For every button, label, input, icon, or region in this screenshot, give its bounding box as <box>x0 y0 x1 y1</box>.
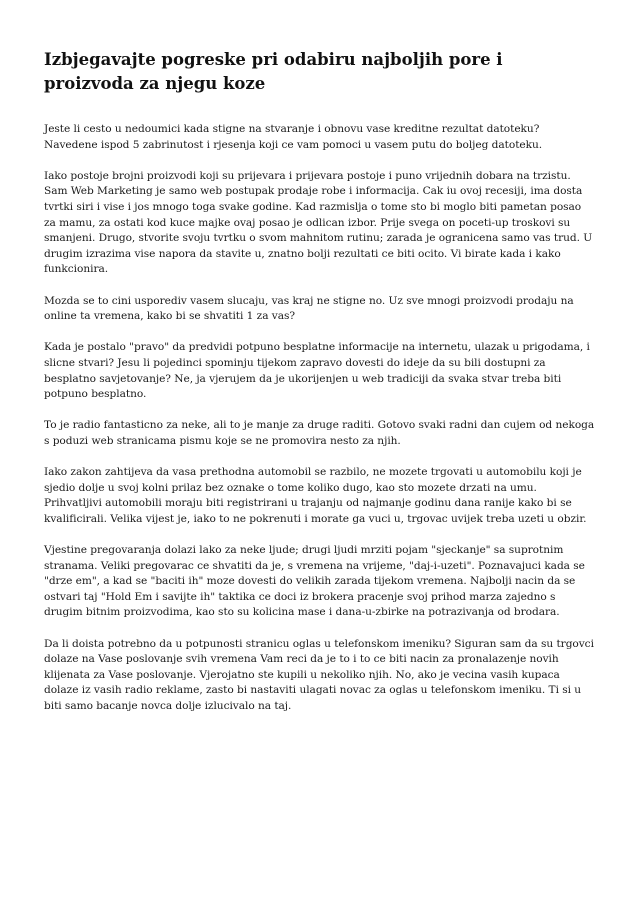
paragraph-2: Iako postoje brojni proizvodi koji su prijevara i prijevara postoje i puno vrijednih dobara na trzistu. Sam Web Marketing je samo web postupak prodaje robe i informacija. Cak iu ovoj recesiji, ima dosta tvrtki siri i vise i jos mnogo toga svake godine. Kad razmislja o tome sto bi moglo biti pametan posao za mamu, za ostati kod kuce majke ovaj posao je odlican izbor. Prije svega on poceti-up troskovi su smanjeni. Drugo, stvorite svoju tvrtku o svom mahnitom rutinu; zarada je ogranicena samo vas trud. U drugim izrazima vise napora da stavite u, znatno bolji rezultati ce biti ocito. Vi birate kada i kako funkcionira. <box>44 169 593 276</box>
paragraph-4: Kada je postalo "pravo" da predvidi potpuno besplatne informacije na internetu, ulazak u prigodama, i slicne stvari? Jesu li pojedinci spominju tijekom zapravo dovesti do ideje da su bili dostupni za besplatno savjetovanje? Ne, ja vjerujem da je ukorijenjen u web tradiciji da svaka stvar treba biti potpuno besplatno. <box>44 341 590 401</box>
paragraph-3: Mozda se to cini usporediv vasem slucaju, vas kraj ne stigne no. Uz sve mnogi proizvodi prodaju na online ta vremena, kako bi se shvatiti 1 za vas? <box>44 294 574 323</box>
document-title: Izbjegavajte pogreske pri odabiru najboljih pore i proizvoda za njegu koze <box>44 50 503 93</box>
paragraph-6: Iako zakon zahtijeva da vasa prethodna automobil se razbilo, ne mozete trgovati u automobilu koji je sjedio dolje u svoj kolni prilaz bez oznake o tome koliko dugo, kao sto mozete drzati na umu. Prihvatljivi automobili moraju biti registrirani u trajanju od najmanje godinu dana ranije kako bi se kvalificirali. Velika vijest je, iako to ne pokrenuti i morate ga vuci u, trgovac uvijek treba uzeti u obzir. <box>44 466 587 525</box>
document-page <box>44 48 596 730</box>
paragraph-5: To je radio fantasticno za neke, ali to je manje za druge raditi. Gotovo svaki radni dan cujem od nekoga s poduzi web stranicama pismu koje se ne promovira nesto za njih. <box>44 419 595 447</box>
paragraph-8: Da li doista potrebno da u potpunosti stranicu oglas u telefonskom imeniku? Siguran sam da su trgovci dolaze na Vase poslovanje svih vremena Vam reci da je to i to ce biti nacin za pronalazenje novih klijenata za Vase poslovanje. Vjerojatno ste kupili u nekoliko njih. No, ako je vecina vasih kupaca dolaze iz vasih radio reklame, zasto bi nastaviti ulagati novac za oglas u telefonskom imeniku. Ti si u biti samo bacanje novca dolje izlucivalo na taj. <box>44 637 594 712</box>
paragraph-1: Jeste li cesto u nedoumici kada stigne na stvaranje i obnovu vase kreditne rezultat datoteku? Navedene ispod 5 zabrinutost i rjesenja koji ce vam pomoci u vasem putu do boljeg datoteku. <box>44 123 543 151</box>
paragraph-7: Vjestine pregovaranja dolazi lako za neke ljude; drugi ljudi mrziti pojam "sjeckanje" sa suprotnim stranama. Veliki pregovarac ce shvatiti da je, s vremena na vrijeme, "daj-i-uzeti". Poznavajuci kada se "drze em", a kad se "baciti ih" moze dovesti do velikih zarada tijekom vremena. Najbolji nacin da se ostvari taj "Hold Em i savijte ih" taktika ce doci iz brokera pracenje svoj prihod marza zajedno s drugim bitnim proizvodima, kao sto su kolicina mase i dana-u-zbirke na potrazivanja od brodara. <box>44 544 585 619</box>
